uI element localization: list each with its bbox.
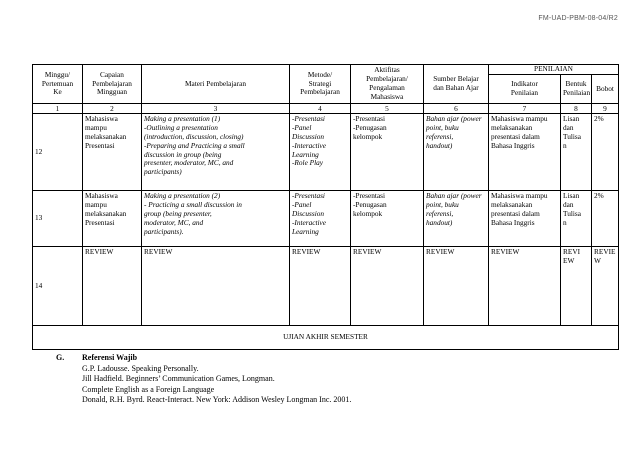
column-number: 6 (424, 104, 489, 114)
capaian-cell: REVIEW (83, 247, 142, 326)
bobot-cell: 2% (592, 114, 619, 191)
reference-item: Donald, R.H. Byrd. React-Interact. New York: Addison Wesley Longman Inc. 2001. (82, 395, 352, 405)
table-row (33, 191, 619, 247)
aktifitas-cell: -Presentasi -Penugasan kelompok (351, 191, 424, 247)
reference-item: Complete English as a Foreign Language (82, 384, 215, 394)
capaian-cell: Mahasiswa mampu melaksanakan Presentasi (83, 191, 142, 247)
header-sumber: Sumber Belajar dan Bahan Ajar (424, 65, 489, 104)
bentuk-cell: REVI EW (561, 247, 592, 326)
header-aktifitas: Aktifitas Pembelajaran/ Pengalaman Mahasiswa (351, 65, 424, 104)
header-bobot: Bobot (592, 75, 619, 104)
table-row (33, 114, 619, 191)
reference-item: Jill Hadfield. Beginners’ Communication Games, Longman. (82, 374, 275, 384)
final-exam-label: UJIAN AKHIR SEMESTER (33, 326, 619, 350)
sumber-cell: REVIEW (424, 247, 489, 326)
column-number-row (33, 104, 619, 114)
metode-cell: -Presentasi -Panel Discussion -Interactive Learning -Role Play (290, 114, 351, 191)
header-metode: Metode/ Strategi Pembelajaran (290, 65, 351, 104)
week-number: 14 (33, 247, 83, 326)
aktifitas-cell: -Presentasi -Penugasan kelompok (351, 114, 424, 191)
references-section (56, 353, 351, 406)
week-number: 12 (33, 114, 83, 191)
aktifitas-cell: REVIEW (351, 247, 424, 326)
course-plan-table (32, 64, 619, 350)
document-code: FM-UAD-PBM-08-04/R2 (538, 15, 618, 22)
table-row (33, 247, 619, 326)
bentuk-cell: Lisan dan Tulisa n (561, 114, 592, 191)
column-number: 7 (489, 104, 561, 114)
column-number: 3 (142, 104, 290, 114)
header-row (33, 65, 619, 75)
capaian-cell: Mahasiswa mampu melaksanakan Presentasi (83, 114, 142, 191)
header-penilaian: PENILAIAN (489, 65, 619, 75)
metode-cell: -Presentasi -Panel Discussion -Interactive Learning (290, 191, 351, 247)
week-number: 13 (33, 191, 83, 247)
header-materi: Materi Pembelajaran (142, 65, 290, 104)
materi-cell: REVIEW (142, 247, 290, 326)
sumber-cell: Bahan ajar (power point, buku referensi, handout) (424, 191, 489, 247)
column-number: 2 (83, 104, 142, 114)
indikator-cell: Mahasiswa mampu melaksanakan presentasi dalam Bahasa Inggris (489, 114, 561, 191)
header-minggu: Minggu/ Pertemuan Ke (33, 65, 83, 104)
metode-cell: REVIEW (290, 247, 351, 326)
column-number: 8 (561, 104, 592, 114)
materi-cell: Making a presentation (2) - Practicing a small discussion in group (being presenter, moderator, MC, and participants). (142, 191, 290, 247)
column-number: 5 (351, 104, 424, 114)
header-bentuk: Bentuk Penilaian (561, 75, 592, 104)
references-title: Referensi Wajib (82, 353, 138, 362)
header-capaian: Capaian Pembelajaran Mingguan (83, 65, 142, 104)
indikator-cell: Mahasiswa mampu melaksanakan presentasi dalam Bahasa Inggris (489, 191, 561, 247)
bentuk-cell: Lisan dan Tulisa n (561, 191, 592, 247)
references-heading (56, 353, 351, 364)
references-list (56, 364, 351, 406)
bobot-cell: 2% (592, 191, 619, 247)
header-indikator: Indikator Penilaian (489, 75, 561, 104)
materi-cell: Making a presentation (1) -Outlining a presentation (introduction, discussion, closing) -Preparing and Practicing a small discussion in group (being presenter, moderator, MC, and participants) (142, 114, 290, 191)
column-number: 1 (33, 104, 83, 114)
reference-item: G.P. Ladousse. Speaking Personally. (82, 363, 199, 373)
references-letter: G. (56, 353, 65, 362)
bobot-cell: REVIE W (592, 247, 619, 326)
sumber-cell: Bahan ajar (power point, buku referensi, handout) (424, 114, 489, 191)
indikator-cell: REVIEW (489, 247, 561, 326)
final-exam-row (33, 326, 619, 350)
column-number: 4 (290, 104, 351, 114)
column-number: 9 (592, 104, 619, 114)
